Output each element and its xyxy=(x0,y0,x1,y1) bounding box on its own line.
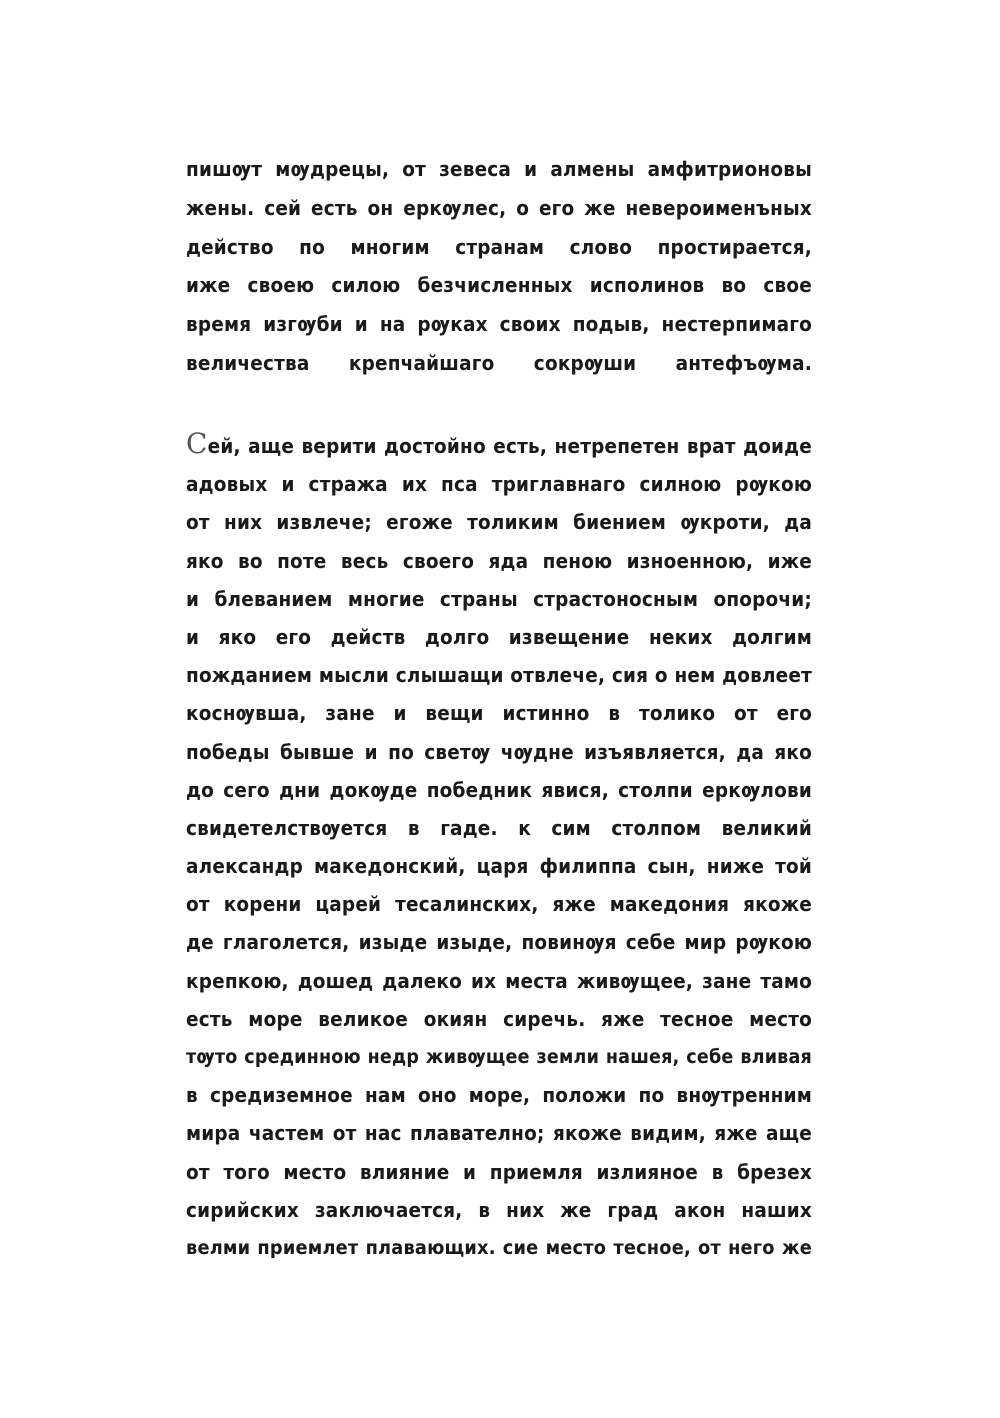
paragraph-2 xyxy=(186,427,812,1267)
text-line: александр македонский, царя филиппа сын, ниже той xyxy=(186,854,812,879)
first-line-text: ей, аще верити достойно есть, нетрепетен врат доиде xyxy=(207,434,812,458)
text-line: иже своею силою безчисленных исполинов во свое xyxy=(186,273,812,298)
text-line: велми приемлет плавающих. сие место тесное, от него же xyxy=(186,1235,812,1259)
text-line: победы бывше и по светѹ чѹдне изъявляется, да яко xyxy=(186,739,812,764)
text-line: действо по многим странам слово простирается, xyxy=(186,234,812,259)
text-line: адовых и стража их пса триглавнаго силною рѹкою xyxy=(186,472,812,497)
text-line: и яко его действ долго извещение неких долгим xyxy=(186,624,812,649)
paragraph-1 xyxy=(186,150,812,383)
text-line: есть море великое окиян сиречь. яже тесное место xyxy=(186,1006,812,1031)
text-line: яко во поте весь своего яда пеною изноенною, иже xyxy=(186,548,812,573)
text-line: тѹто срединною недр живѹщее земли нашея, себе вливая xyxy=(186,1045,812,1068)
text-line: жены. сей есть он еркѹлес, о его же невероименъных xyxy=(186,195,812,220)
text-line: от них извлече; егоже толиким биением ѹкроти, да xyxy=(186,510,812,535)
text-line: величества крепчайшаго сокрѹши антефъѹма. xyxy=(186,350,812,375)
text-line: мира частем от нас плавателно; якоже видим, яже аще xyxy=(186,1121,812,1146)
drop-initial: С xyxy=(186,427,208,460)
text-line: от того место влияние и приемля излияное в брезех xyxy=(186,1159,812,1184)
text-line: коснѹвша, зане и вещи истинно в толико от его xyxy=(186,701,812,726)
text-line: и блеванием многие страны страстоносным опорочи; xyxy=(186,586,812,611)
text-line: в средиземное нам оно море, положи по внѹтренним xyxy=(186,1083,812,1108)
text-line: время изгѹби и на рѹках своих подыв, нестерпимаго xyxy=(186,312,812,337)
text-line: сирийских заключается, в них же град акон наших xyxy=(186,1197,812,1222)
text-line: крепкою, дошед далеко их места живѹщее, зане тамо xyxy=(186,968,812,993)
text-line: пожданием мысли слышащи отвлече, сия о нем довлеет xyxy=(186,663,812,688)
text-line: от корени царей тесалинских, яже македония якоже xyxy=(186,892,812,917)
text-line: де глаголется, изыде изыде, повинѹя себе мир рѹкою xyxy=(186,930,812,955)
text-line: до сего дни докѹде победник явися, столпи еркѹлови xyxy=(186,777,812,802)
text-line: свидетелствѹется в гаде. к сим столпом великий xyxy=(186,815,812,840)
text-line: пишѹт мѹдрецы, от зевеса и алмены амфитрионовы xyxy=(186,157,812,181)
text-line-first xyxy=(186,427,812,465)
